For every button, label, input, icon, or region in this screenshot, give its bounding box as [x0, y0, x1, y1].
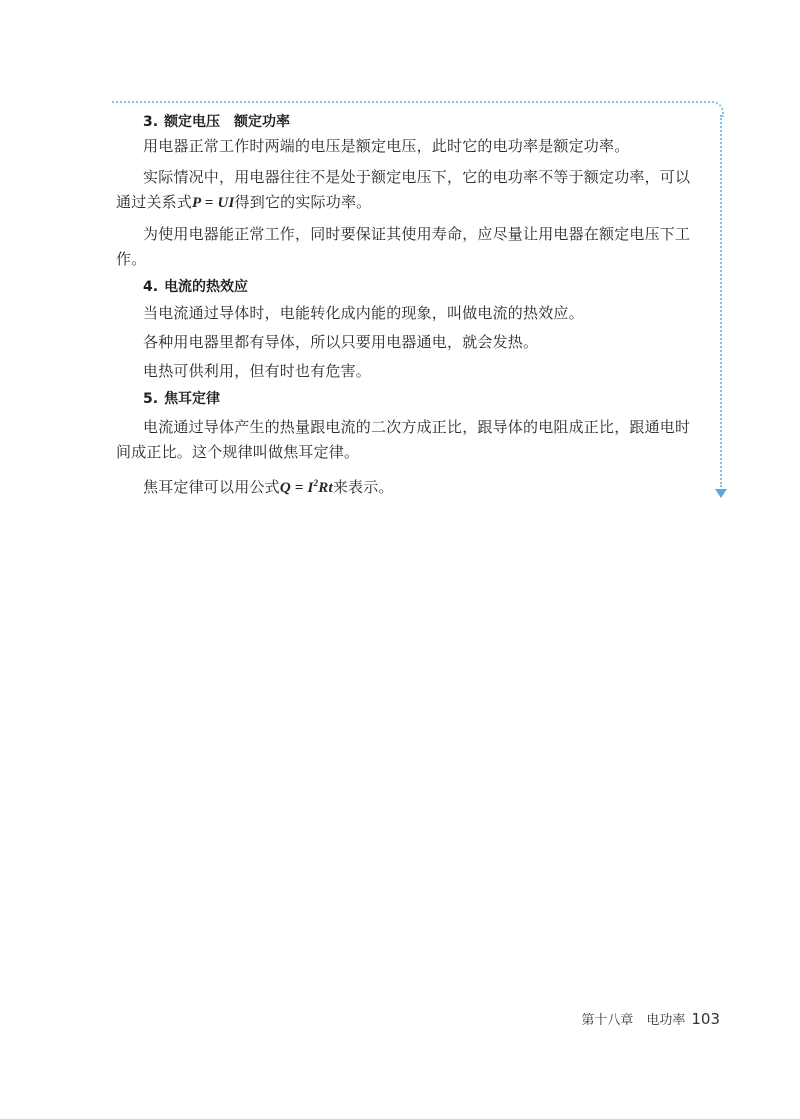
text: 为使用电器能正常工作，同时要保证其使用寿命，应尽量让用电器在额定电压下工 — [143, 225, 691, 243]
section-number: 5. — [143, 391, 159, 407]
formula-power: P = UI — [192, 195, 235, 211]
text: 作。 — [116, 250, 147, 268]
paragraph-continuation — [116, 440, 718, 465]
section-heading-5 — [143, 387, 718, 411]
page-footer — [560, 1009, 720, 1028]
paragraph — [143, 165, 718, 190]
paragraph — [143, 301, 718, 326]
formula-exponent: 2 — [313, 478, 319, 488]
section-title: 焦耳定律 — [164, 391, 221, 407]
paragraph — [143, 134, 718, 159]
text: 电热可供利用，但有时也有危害。 — [143, 362, 372, 380]
text: 各种用电器里都有导体，所以只要用电器通电，就会发热。 — [143, 333, 539, 351]
text: 当电流通过导体时，电能转化成内能的现象，叫做电流的热效应。 — [143, 304, 584, 322]
text: 焦耳定律可以用公式 — [143, 478, 280, 496]
chapter-title: 第十八章 电功率 — [581, 1013, 686, 1028]
section-heading-4 — [143, 275, 718, 299]
page-number: 103 — [691, 1010, 720, 1028]
section-number: 3. — [143, 114, 159, 130]
dotted-frame-top — [112, 101, 710, 103]
paragraph — [143, 222, 718, 247]
section-title: 电流的热效应 — [164, 279, 249, 295]
paragraph — [143, 415, 718, 440]
text: 来表示。 — [332, 478, 394, 496]
paragraph-continuation — [116, 247, 718, 272]
formula-part: Q = I — [279, 480, 314, 496]
text: 得到它的实际功率。 — [234, 193, 372, 211]
paragraph — [143, 359, 718, 384]
text: 用电器正常工作时两端的电压是额定电压，此时它的电功率是额定功率。 — [143, 137, 630, 155]
formula-joule — [280, 480, 333, 496]
text: 通过关系式 — [116, 193, 193, 211]
section-title: 额定电压 额定功率 — [164, 114, 291, 130]
section-heading-3 — [143, 110, 718, 134]
page-content — [116, 110, 718, 501]
text: 实际情况中，用电器往往不是处于额定电压下，它的电功率不等于额定功率，可以 — [143, 168, 691, 186]
formula-part: Rt — [318, 480, 333, 496]
section-number: 4. — [143, 279, 159, 295]
text: 间成正比。这个规律叫做焦耳定律。 — [116, 443, 360, 461]
dotted-frame-right — [720, 115, 722, 487]
paragraph — [143, 471, 718, 501]
text: 电流通过导体产生的热量跟电流的二次方成正比，跟导体的电阻成正比，跟通电时 — [143, 418, 691, 436]
paragraph — [143, 330, 718, 355]
paragraph-continuation — [116, 190, 718, 216]
